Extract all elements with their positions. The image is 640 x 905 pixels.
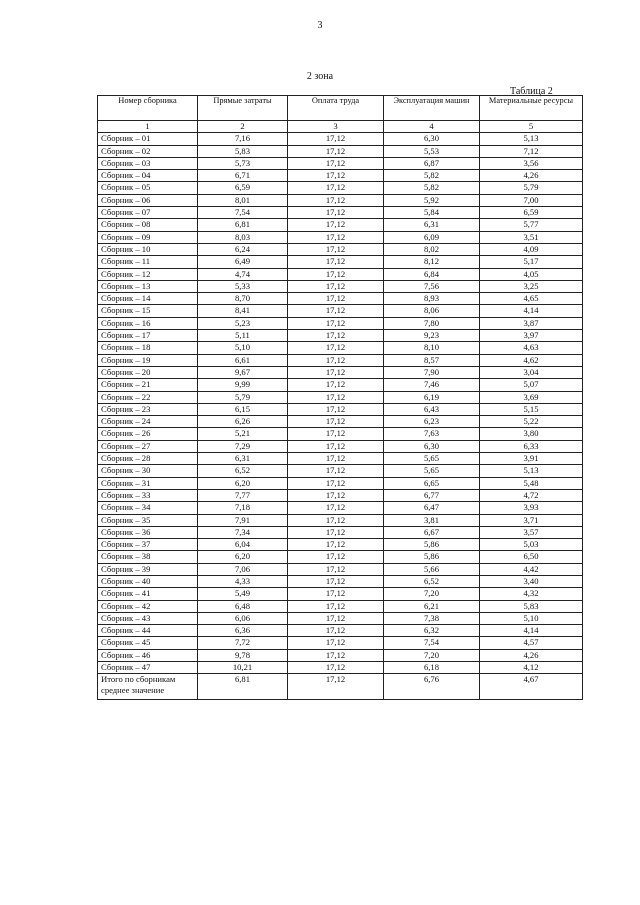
- value-cell: 4,09: [480, 243, 583, 255]
- table-row: [98, 379, 583, 391]
- column-number-row: [98, 121, 583, 133]
- table-row: [98, 477, 583, 489]
- value-cell: 7,54: [198, 207, 288, 219]
- value-cell: 4,12: [480, 662, 583, 674]
- collection-name-cell: Сборник – 44: [98, 625, 198, 637]
- value-cell: 3,91: [480, 453, 583, 465]
- value-cell: 17,12: [288, 625, 384, 637]
- value-cell: 17,12: [288, 170, 384, 182]
- collection-name-cell: Сборник – 09: [98, 231, 198, 243]
- value-cell: 4,32: [480, 588, 583, 600]
- value-cell: 6,33: [480, 440, 583, 452]
- header-cell: Прямые затраты: [198, 96, 288, 121]
- value-cell: 7,56: [384, 280, 480, 292]
- value-cell: 17,12: [288, 526, 384, 538]
- value-cell: 5,10: [480, 612, 583, 624]
- collection-name-cell: Сборник – 22: [98, 391, 198, 403]
- table-row: [98, 330, 583, 342]
- value-cell: 7,38: [384, 612, 480, 624]
- value-cell: 17,12: [288, 243, 384, 255]
- total-row: [98, 674, 583, 700]
- column-number-cell: 2: [198, 121, 288, 133]
- total-value-cell: 4,67: [480, 674, 583, 700]
- value-cell: 5,83: [480, 600, 583, 612]
- table-row: [98, 502, 583, 514]
- table-body: [98, 133, 583, 674]
- collection-name-cell: Сборник – 04: [98, 170, 198, 182]
- value-cell: 7,00: [480, 194, 583, 206]
- value-cell: 17,12: [288, 354, 384, 366]
- table-row: [98, 440, 583, 452]
- value-cell: 5,65: [384, 453, 480, 465]
- value-cell: 17,12: [288, 477, 384, 489]
- value-cell: 17,12: [288, 280, 384, 292]
- table-row: [98, 305, 583, 317]
- value-cell: 6,50: [480, 551, 583, 563]
- value-cell: 17,12: [288, 588, 384, 600]
- value-cell: 17,12: [288, 268, 384, 280]
- total-value-cell: 6,76: [384, 674, 480, 700]
- value-cell: 4,63: [480, 342, 583, 354]
- table-row: [98, 649, 583, 661]
- collection-name-cell: Сборник – 23: [98, 403, 198, 415]
- table-row: [98, 219, 583, 231]
- table-row: [98, 268, 583, 280]
- table-row: [98, 637, 583, 649]
- table-row: [98, 551, 583, 563]
- value-cell: 5,83: [198, 145, 288, 157]
- value-cell: 8,06: [384, 305, 480, 317]
- value-cell: 6,36: [198, 625, 288, 637]
- value-cell: 5,65: [384, 465, 480, 477]
- collection-name-cell: Сборник – 01: [98, 133, 198, 145]
- value-cell: 8,03: [198, 231, 288, 243]
- value-cell: 17,12: [288, 612, 384, 624]
- value-cell: 5,48: [480, 477, 583, 489]
- collection-name-cell: Сборник – 17: [98, 330, 198, 342]
- table-row: [98, 428, 583, 440]
- value-cell: 6,47: [384, 502, 480, 514]
- value-cell: 17,12: [288, 465, 384, 477]
- value-cell: 8,57: [384, 354, 480, 366]
- value-cell: 7,12: [480, 145, 583, 157]
- collection-name-cell: Сборник – 05: [98, 182, 198, 194]
- value-cell: 17,12: [288, 416, 384, 428]
- value-cell: 3,56: [480, 157, 583, 169]
- value-cell: 4,05: [480, 268, 583, 280]
- value-cell: 5,33: [198, 280, 288, 292]
- table-row: [98, 354, 583, 366]
- header-cell: Оплата труда: [288, 96, 384, 121]
- value-cell: 4,72: [480, 489, 583, 501]
- value-cell: 7,34: [198, 526, 288, 538]
- zone-title: 2 зона: [306, 71, 334, 82]
- table-row: [98, 145, 583, 157]
- value-cell: 17,12: [288, 453, 384, 465]
- value-cell: 8,01: [198, 194, 288, 206]
- table-row: [98, 514, 583, 526]
- table-row: [98, 575, 583, 587]
- value-cell: 5,07: [480, 379, 583, 391]
- collection-name-cell: Сборник – 11: [98, 256, 198, 268]
- value-cell: 5,79: [198, 391, 288, 403]
- table-row: [98, 170, 583, 182]
- value-cell: 17,12: [288, 366, 384, 378]
- value-cell: 3,51: [480, 231, 583, 243]
- value-cell: 6,32: [384, 625, 480, 637]
- value-cell: 5,66: [384, 563, 480, 575]
- value-cell: 7,20: [384, 649, 480, 661]
- table-row: [98, 207, 583, 219]
- table-row: [98, 612, 583, 624]
- value-cell: 6,18: [384, 662, 480, 674]
- collection-name-cell: Сборник – 47: [98, 662, 198, 674]
- value-cell: 5,82: [384, 170, 480, 182]
- table-row: [98, 194, 583, 206]
- total-value-cell: 6,81: [198, 674, 288, 700]
- value-cell: 6,19: [384, 391, 480, 403]
- table-row: [98, 317, 583, 329]
- header-row: [98, 96, 583, 121]
- value-cell: 17,12: [288, 600, 384, 612]
- table-row: [98, 662, 583, 674]
- total-value-cell: 17,12: [288, 674, 384, 700]
- value-cell: 5,11: [198, 330, 288, 342]
- value-cell: 4,74: [198, 268, 288, 280]
- value-cell: 7,18: [198, 502, 288, 514]
- value-cell: 17,12: [288, 157, 384, 169]
- value-cell: 3,93: [480, 502, 583, 514]
- value-cell: 17,12: [288, 317, 384, 329]
- value-cell: 8,02: [384, 243, 480, 255]
- collection-name-cell: Сборник – 16: [98, 317, 198, 329]
- value-cell: 6,20: [198, 477, 288, 489]
- collection-name-cell: Сборник – 33: [98, 489, 198, 501]
- collection-name-cell: Сборник – 03: [98, 157, 198, 169]
- collection-name-cell: Сборник – 43: [98, 612, 198, 624]
- collection-name-cell: Сборник – 45: [98, 637, 198, 649]
- header-cell: Номер сборника: [98, 96, 198, 121]
- value-cell: 6,24: [198, 243, 288, 255]
- value-cell: 17,12: [288, 145, 384, 157]
- collection-name-cell: Сборник – 46: [98, 649, 198, 661]
- value-cell: 9,99: [198, 379, 288, 391]
- table-row: [98, 293, 583, 305]
- value-cell: 6,21: [384, 600, 480, 612]
- value-cell: 4,57: [480, 637, 583, 649]
- value-cell: 5,03: [480, 539, 583, 551]
- value-cell: 17,12: [288, 342, 384, 354]
- value-cell: 6,59: [198, 182, 288, 194]
- table-row: [98, 366, 583, 378]
- collection-name-cell: Сборник – 39: [98, 563, 198, 575]
- collection-name-cell: Сборник – 19: [98, 354, 198, 366]
- value-cell: 7,06: [198, 563, 288, 575]
- table-row: [98, 600, 583, 612]
- table-row: [98, 563, 583, 575]
- value-cell: 4,26: [480, 170, 583, 182]
- value-cell: 5,92: [384, 194, 480, 206]
- value-cell: 17,12: [288, 514, 384, 526]
- collection-name-cell: Сборник – 14: [98, 293, 198, 305]
- value-cell: 7,46: [384, 379, 480, 391]
- collection-name-cell: Сборник – 10: [98, 243, 198, 255]
- collection-name-cell: Сборник – 34: [98, 502, 198, 514]
- value-cell: 8,41: [198, 305, 288, 317]
- collection-name-cell: Сборник – 20: [98, 366, 198, 378]
- collection-name-cell: Сборник – 38: [98, 551, 198, 563]
- table-row: [98, 465, 583, 477]
- value-cell: 7,77: [198, 489, 288, 501]
- value-cell: 6,52: [384, 575, 480, 587]
- value-cell: 17,12: [288, 231, 384, 243]
- value-cell: 17,12: [288, 539, 384, 551]
- value-cell: 17,12: [288, 330, 384, 342]
- value-cell: 6,71: [198, 170, 288, 182]
- value-cell: 5,17: [480, 256, 583, 268]
- value-cell: 6,49: [198, 256, 288, 268]
- value-cell: 6,52: [198, 465, 288, 477]
- value-cell: 7,29: [198, 440, 288, 452]
- collection-name-cell: Сборник – 02: [98, 145, 198, 157]
- value-cell: 7,20: [384, 588, 480, 600]
- value-cell: 3,87: [480, 317, 583, 329]
- value-cell: 6,48: [198, 600, 288, 612]
- collection-name-cell: Сборник – 31: [98, 477, 198, 489]
- collection-name-cell: Сборник – 06: [98, 194, 198, 206]
- table-row: [98, 342, 583, 354]
- value-cell: 9,78: [198, 649, 288, 661]
- value-cell: 17,12: [288, 502, 384, 514]
- table-row: [98, 625, 583, 637]
- value-cell: 6,06: [198, 612, 288, 624]
- value-cell: 5,21: [198, 428, 288, 440]
- collection-name-cell: Сборник – 15: [98, 305, 198, 317]
- value-cell: 6,43: [384, 403, 480, 415]
- collection-name-cell: Сборник – 30: [98, 465, 198, 477]
- table-row: [98, 489, 583, 501]
- column-number-cell: 1: [98, 121, 198, 133]
- value-cell: 5,10: [198, 342, 288, 354]
- collection-name-cell: Сборник – 36: [98, 526, 198, 538]
- value-cell: 7,90: [384, 366, 480, 378]
- table-row: [98, 231, 583, 243]
- value-cell: 6,20: [198, 551, 288, 563]
- value-cell: 17,12: [288, 563, 384, 575]
- value-cell: 4,14: [480, 625, 583, 637]
- collection-name-cell: Сборник – 40: [98, 575, 198, 587]
- value-cell: 6,04: [198, 539, 288, 551]
- value-cell: 17,12: [288, 207, 384, 219]
- collection-name-cell: Сборник – 21: [98, 379, 198, 391]
- column-number-cell: 4: [384, 121, 480, 133]
- value-cell: 8,93: [384, 293, 480, 305]
- value-cell: 6,15: [198, 403, 288, 415]
- value-cell: 17,12: [288, 440, 384, 452]
- value-cell: 5,86: [384, 539, 480, 551]
- value-cell: 7,91: [198, 514, 288, 526]
- header-cell: Материальные ресурсы: [480, 96, 583, 121]
- collection-name-cell: Сборник – 37: [98, 539, 198, 551]
- header-cell: Эксплуатация машин: [384, 96, 480, 121]
- table-row: [98, 453, 583, 465]
- table-row: [98, 280, 583, 292]
- value-cell: 5,13: [480, 133, 583, 145]
- value-cell: 17,12: [288, 391, 384, 403]
- value-cell: 3,57: [480, 526, 583, 538]
- value-cell: 3,04: [480, 366, 583, 378]
- table-row: [98, 416, 583, 428]
- table-row: [98, 256, 583, 268]
- value-cell: 3,71: [480, 514, 583, 526]
- value-cell: 17,12: [288, 551, 384, 563]
- value-cell: 4,26: [480, 649, 583, 661]
- value-cell: 8,10: [384, 342, 480, 354]
- value-cell: 3,25: [480, 280, 583, 292]
- table-row: [98, 157, 583, 169]
- value-cell: 6,26: [198, 416, 288, 428]
- value-cell: 17,12: [288, 194, 384, 206]
- value-cell: 17,12: [288, 305, 384, 317]
- collection-name-cell: Сборник – 27: [98, 440, 198, 452]
- value-cell: 6,77: [384, 489, 480, 501]
- collection-name-cell: Сборник – 24: [98, 416, 198, 428]
- collection-name-cell: Сборник – 35: [98, 514, 198, 526]
- table-row: [98, 539, 583, 551]
- column-number-cell: 3: [288, 121, 384, 133]
- value-cell: 17,12: [288, 256, 384, 268]
- value-cell: 5,77: [480, 219, 583, 231]
- value-cell: 5,82: [384, 182, 480, 194]
- value-cell: 3,97: [480, 330, 583, 342]
- value-cell: 17,12: [288, 649, 384, 661]
- value-cell: 6,31: [198, 453, 288, 465]
- page-number: 3: [317, 20, 323, 31]
- value-cell: 5,15: [480, 403, 583, 415]
- value-cell: 3,80: [480, 428, 583, 440]
- value-cell: 17,12: [288, 293, 384, 305]
- value-cell: 4,42: [480, 563, 583, 575]
- value-cell: 17,12: [288, 637, 384, 649]
- data-table: [97, 95, 583, 700]
- value-cell: 9,23: [384, 330, 480, 342]
- value-cell: 6,23: [384, 416, 480, 428]
- value-cell: 5,13: [480, 465, 583, 477]
- value-cell: 6,59: [480, 207, 583, 219]
- value-cell: 3,40: [480, 575, 583, 587]
- value-cell: 9,67: [198, 366, 288, 378]
- collection-name-cell: Сборник – 08: [98, 219, 198, 231]
- value-cell: 6,31: [384, 219, 480, 231]
- collection-name-cell: Сборник – 28: [98, 453, 198, 465]
- total-label-cell: Итого по сборникам среднее значение: [98, 674, 198, 700]
- value-cell: 5,22: [480, 416, 583, 428]
- value-cell: 17,12: [288, 182, 384, 194]
- value-cell: 5,23: [198, 317, 288, 329]
- value-cell: 3,81: [384, 514, 480, 526]
- value-cell: 6,65: [384, 477, 480, 489]
- value-cell: 4,62: [480, 354, 583, 366]
- collection-name-cell: Сборник – 18: [98, 342, 198, 354]
- value-cell: 7,54: [384, 637, 480, 649]
- value-cell: 17,12: [288, 428, 384, 440]
- value-cell: 8,70: [198, 293, 288, 305]
- collection-name-cell: Сборник – 07: [98, 207, 198, 219]
- value-cell: 17,12: [288, 403, 384, 415]
- table-row: [98, 182, 583, 194]
- table-row: [98, 243, 583, 255]
- value-cell: 6,87: [384, 157, 480, 169]
- value-cell: 6,61: [198, 354, 288, 366]
- value-cell: 8,12: [384, 256, 480, 268]
- value-cell: 6,81: [198, 219, 288, 231]
- value-cell: 17,12: [288, 379, 384, 391]
- value-cell: 6,09: [384, 231, 480, 243]
- value-cell: 7,16: [198, 133, 288, 145]
- collection-name-cell: Сборник – 13: [98, 280, 198, 292]
- value-cell: 5,84: [384, 207, 480, 219]
- value-cell: 6,67: [384, 526, 480, 538]
- value-cell: 17,12: [288, 575, 384, 587]
- collection-name-cell: Сборник – 41: [98, 588, 198, 600]
- value-cell: 6,30: [384, 133, 480, 145]
- value-cell: 4,65: [480, 293, 583, 305]
- value-cell: 3,69: [480, 391, 583, 403]
- value-cell: 17,12: [288, 489, 384, 501]
- table-row: [98, 133, 583, 145]
- value-cell: 17,12: [288, 133, 384, 145]
- collection-name-cell: Сборник – 26: [98, 428, 198, 440]
- collection-name-cell: Сборник – 42: [98, 600, 198, 612]
- value-cell: 5,79: [480, 182, 583, 194]
- table-row: [98, 391, 583, 403]
- value-cell: 7,72: [198, 637, 288, 649]
- value-cell: 7,80: [384, 317, 480, 329]
- value-cell: 6,30: [384, 440, 480, 452]
- value-cell: 5,49: [198, 588, 288, 600]
- value-cell: 5,53: [384, 145, 480, 157]
- column-number-cell: 5: [480, 121, 583, 133]
- table-label: Таблица 2: [510, 86, 553, 97]
- value-cell: 10,21: [198, 662, 288, 674]
- value-cell: 17,12: [288, 662, 384, 674]
- value-cell: 4,14: [480, 305, 583, 317]
- value-cell: 17,12: [288, 219, 384, 231]
- value-cell: 6,84: [384, 268, 480, 280]
- table-row: [98, 403, 583, 415]
- table-row: [98, 588, 583, 600]
- table-row: [98, 526, 583, 538]
- value-cell: 4,33: [198, 575, 288, 587]
- value-cell: 5,86: [384, 551, 480, 563]
- collection-name-cell: Сборник – 12: [98, 268, 198, 280]
- value-cell: 7,63: [384, 428, 480, 440]
- value-cell: 5,73: [198, 157, 288, 169]
